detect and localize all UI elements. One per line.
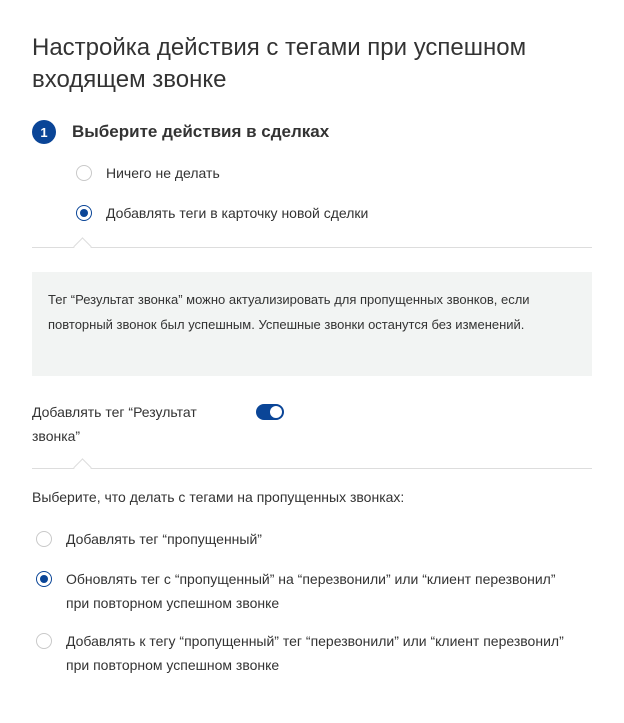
radio-label-line: при повторном успешном звонке xyxy=(66,595,280,611)
radio-label xyxy=(66,629,564,677)
radio-label xyxy=(66,527,262,551)
radio-option-add-missed-tag[interactable] xyxy=(36,530,262,551)
info-text: Тег “Результат звонка” можно актуализировать для пропущенных звонков, если повторный звонок был успешным. Успешные звонки останутся без изменений. xyxy=(48,292,530,332)
radio-button-checked[interactable] xyxy=(36,571,52,587)
radio-button[interactable] xyxy=(36,531,52,547)
radio-label: Ничего не делать xyxy=(106,165,220,181)
step-title: Выберите действия в сделках xyxy=(72,122,330,141)
toggle-label: Добавлять тег “Результат звонка” xyxy=(32,404,197,444)
page-title: Настройка действия с тегами при успешном входящем звонке xyxy=(32,34,527,93)
radio-button[interactable] xyxy=(36,633,52,649)
radio-label xyxy=(66,567,556,615)
radio-label: Добавлять теги в карточку новой сделки xyxy=(106,205,369,221)
radio-label-line: Обновлять тег с “пропущенный” на “перезвонили” или “клиент перезвонил” xyxy=(66,571,556,587)
missed-calls-question: Выберите, что делать с тегами на пропущенных звонках: xyxy=(32,489,405,505)
radio-label-line: при повторном успешном звонке xyxy=(66,657,280,673)
radio-label-line: Добавлять тег “пропущенный” xyxy=(66,531,262,547)
radio-option-append-callback-tag[interactable] xyxy=(36,632,564,677)
radio-option-update-missed-tag[interactable] xyxy=(36,570,556,615)
step-number-badge: 1 xyxy=(32,120,56,144)
radio-label-line: Добавлять к тегу “пропущенный” тег “перезвонили” или “клиент перезвонил” xyxy=(66,633,564,649)
